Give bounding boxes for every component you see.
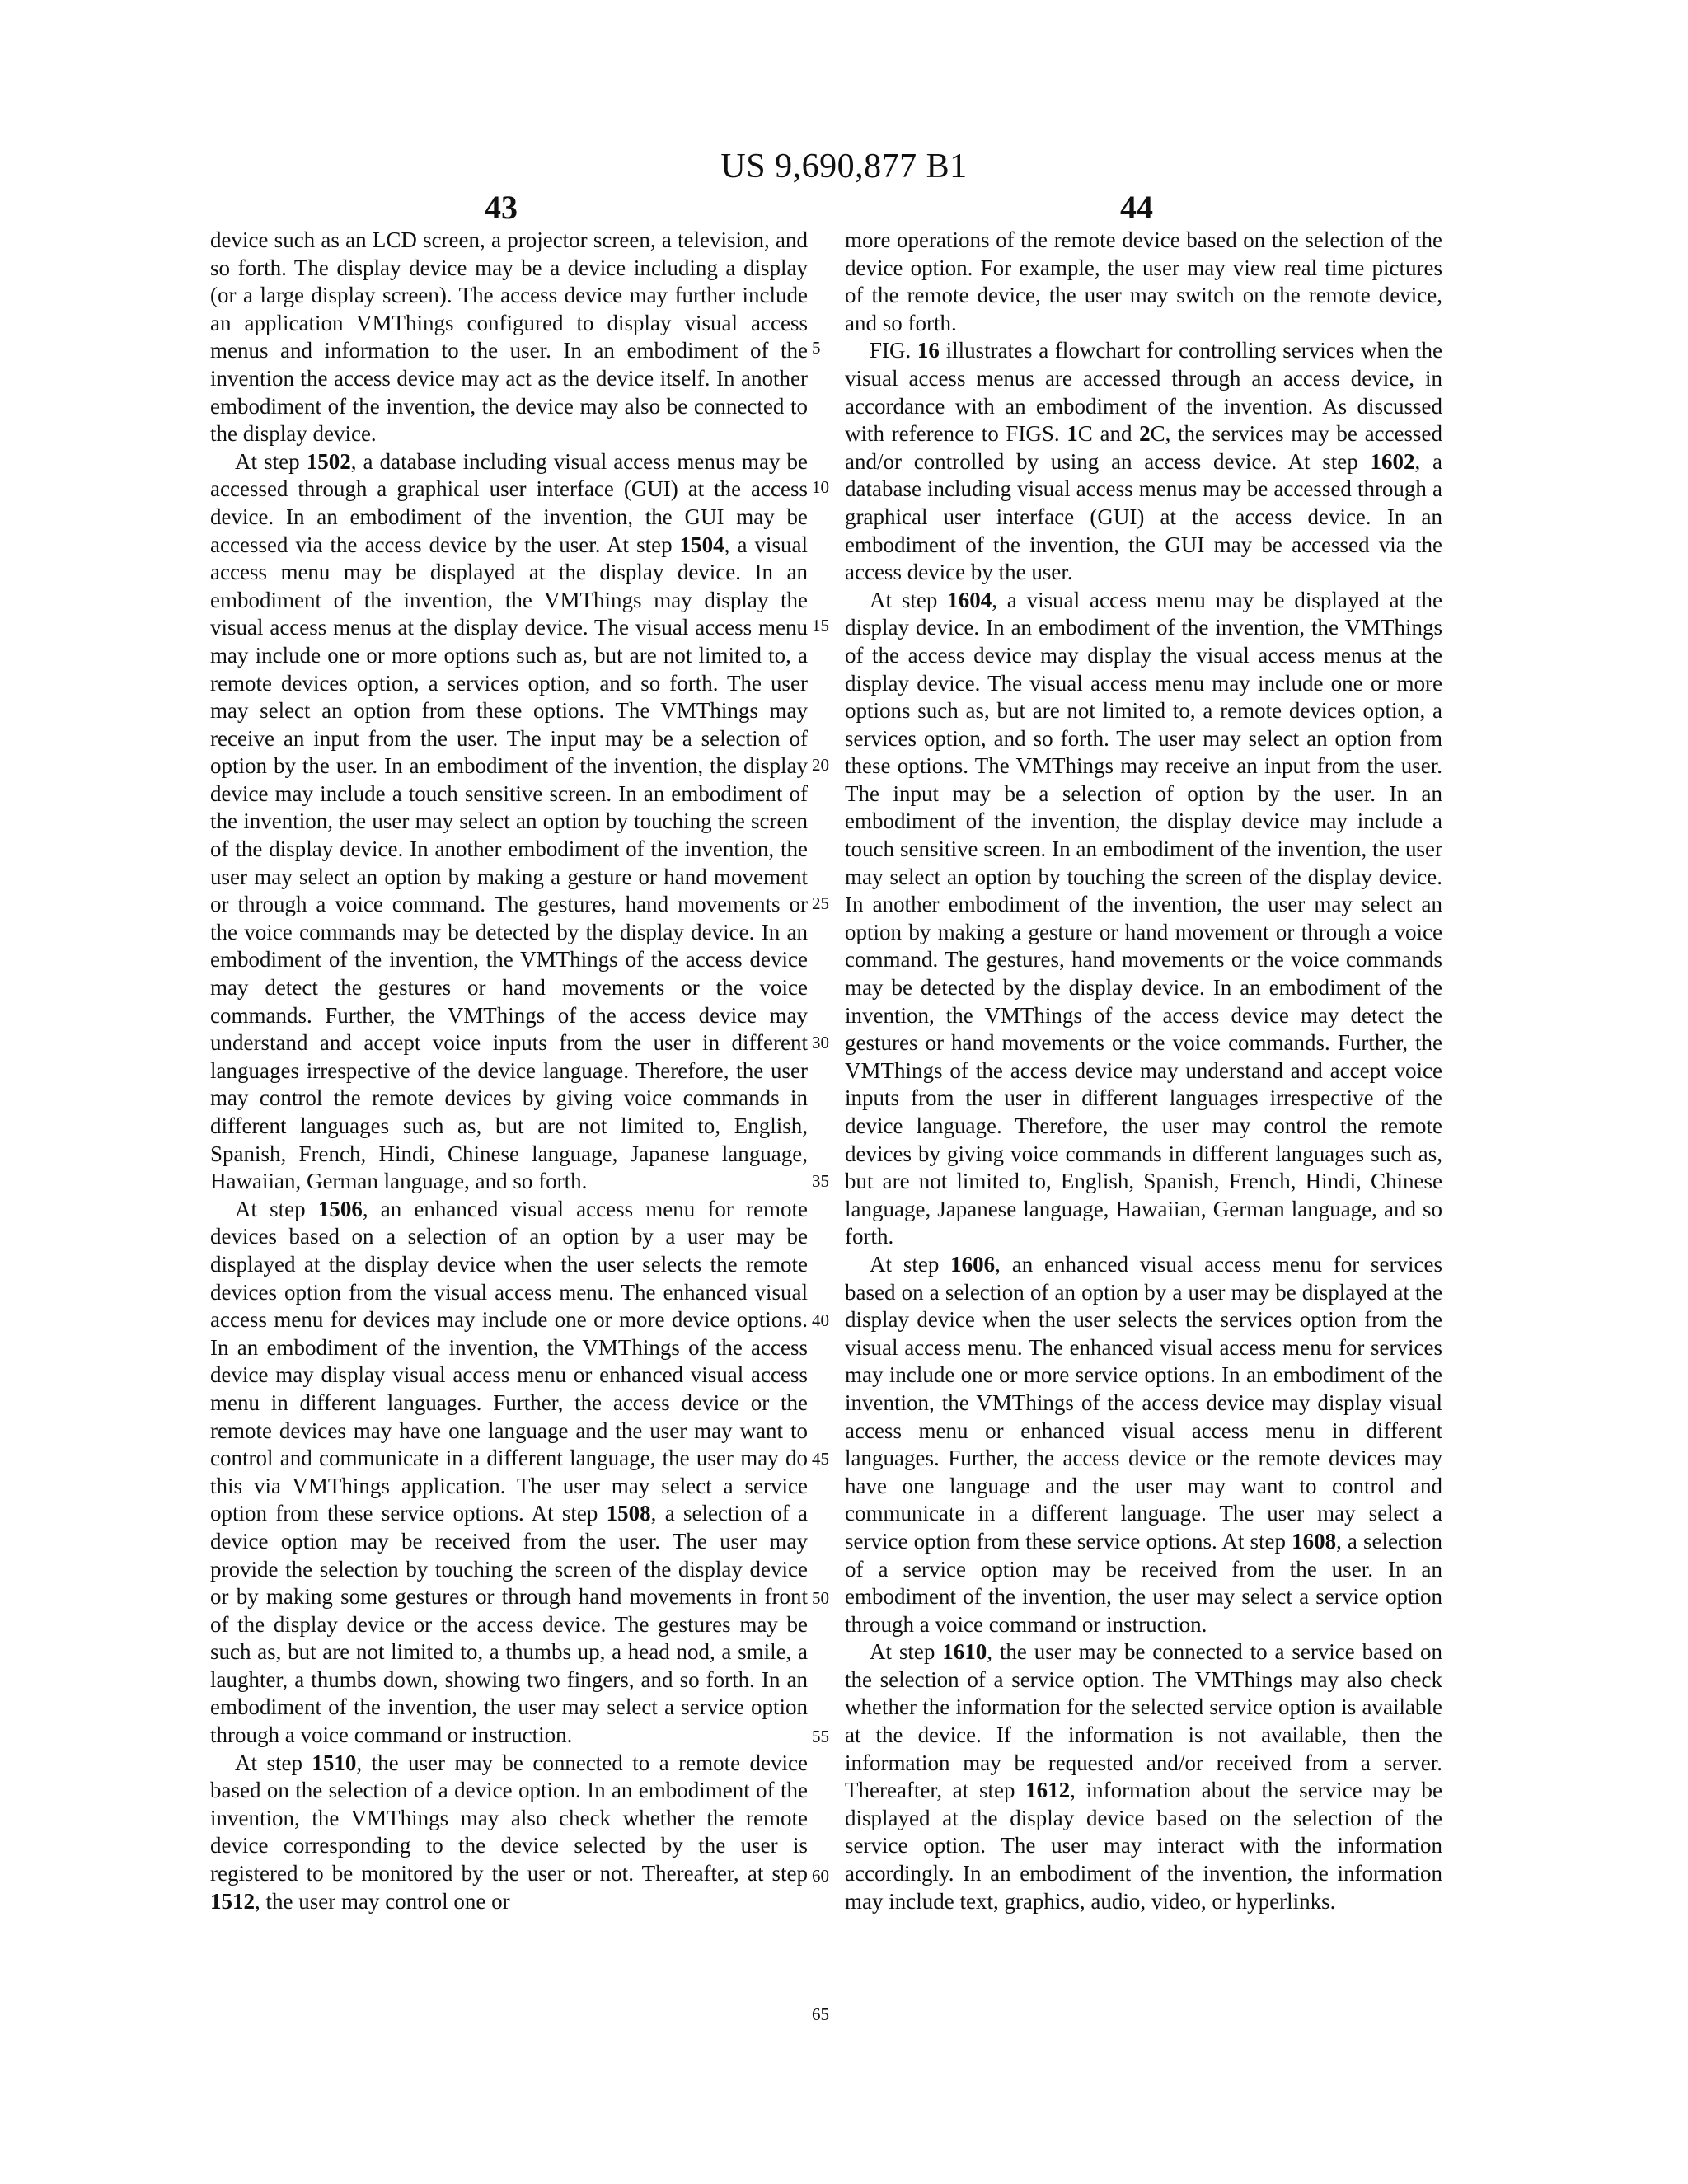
paragraph	[845, 227, 1442, 337]
text-segment: At step	[870, 1639, 943, 1665]
right-page-number: 44	[1120, 189, 1153, 226]
text-segment: , the user may control one or	[255, 1888, 510, 1914]
reference-number: 1604	[947, 587, 992, 612]
reference-number: 2	[1139, 421, 1151, 447]
line-number: 15	[812, 616, 829, 635]
text-segment: , an enhanced visual access menu for services based on a selection of an option by a user may be displayed at the display device when the user selects the services option from the visual access menu. The enhanced visual access menu for services may include one or more service options. In an embodiment of the invention, the VMThings of the access device may display visual access menu or enhanced visual access menu in different languages. Further, the access device or the remote devices may have one language and the user may want to control and communicate in a different language. The user may select a service option from these service options. At step	[845, 1251, 1442, 1554]
paragraph	[210, 1196, 808, 1750]
text-segment: , a database including visual access menus may be accessed through a graphical user interface (GUI) at the access device. In an embodiment of the invention, the GUI may be accessed via the access device by the user.	[845, 448, 1443, 585]
left-page-number: 43	[485, 189, 518, 226]
paragraph	[845, 587, 1442, 1251]
text-segment: illustrates a flowchart for controlling services when the visual access menus are accessed through an access device, in accordance with an embodiment of the invention. As discussed with reference to FIGS.	[845, 338, 1442, 447]
text-segment: , a visual access menu may be displayed at the display device. In an embodiment of the invention, the VMThings may display the visual access menus at the display device. The visual access menu may include one or more options such as, but are not limited to, a remote devices option, a services option, and so forth. The user may select an option from these options. The VMThings may receive an input from the user. The input may be a selection of option by the user. In an embodiment of the invention, the display device may include a touch sensitive screen. In an embodiment of the invention, the user may select an option by touching the screen of the display device. In another embodiment of the invention, the user may select an option by making a gesture or hand movement or through a voice command. The gestures, hand movements or the voice commands may be detected by the display device. In an embodiment of the invention, the VMThings of the access device may detect the gestures or hand movements or the voice commands. Further, the VMThings of the access device may understand and accept voice inputs from the user in different languages irrespective of the device language. Therefore, the user may control the remote devices by giving voice commands in different languages such as, but are not limited to, English, Spanish, French, Hindi, Chinese language, Japanese language, Hawaiian, German language, and so forth.	[210, 532, 808, 1194]
reference-number: 1508	[606, 1501, 651, 1526]
text-segment: more operations of the remote device based on the selection of the device option. For example, the user may view real time pictures of the remote device, the user may switch on the remote device, and so forth.	[845, 227, 1442, 335]
paragraph	[845, 337, 1442, 586]
text-segment: , a database including visual access menus may be accessed through a graphical user interface (GUI) at the access device. In an embodiment of the invention, the GUI may be accessed via the access device by the user. At step	[210, 448, 808, 557]
paragraph	[845, 1638, 1442, 1915]
paragraph	[845, 1251, 1442, 1638]
text-segment: At step	[235, 1750, 312, 1775]
text-segment: , the user may be connected to a remote device based on the selection of a device option. In an embodiment of the invention, the VMThings may also check whether the remote device corresponding to the device selected by the user is registered to be monitored by the user or not. Thereafter, at step	[210, 1750, 808, 1886]
paragraph	[210, 1750, 808, 1916]
reference-number: 1608	[1292, 1528, 1337, 1554]
text-segment: , an enhanced visual access menu for remote devices based on a selection of an option by a user may be displayed at the display device when the user selects the remote devices option from the visual access menu. The enhanced visual access menu for devices may include one or more device options. In an embodiment of the invention, the VMThings of the access device may display visual access menu or enhanced visual access menu in different languages. Further, the access device or the remote devices may have one language and the user may want to control and communicate in a different language, the user may do this via VMThings application. The user may select a service option from these service options. At step	[210, 1196, 809, 1526]
paragraph	[210, 227, 808, 448]
reference-number: 1502	[306, 448, 351, 474]
line-number: 25	[812, 893, 829, 913]
line-number: 20	[812, 754, 829, 775]
reference-number: 1510	[312, 1750, 357, 1775]
line-number: 65	[812, 2004, 829, 2024]
text-segment: C and	[1077, 421, 1140, 447]
reference-number: 1512	[210, 1888, 255, 1914]
text-segment: FIG.	[870, 338, 917, 363]
line-number: 35	[812, 1171, 829, 1191]
text-segment: , information about the service may be displayed at the display device based on the selection of the service option. The user may interact with the information accordingly. In an embodiment of the invention, the information may include text, graphics, audio, video, or hyperlinks.	[845, 1778, 1442, 1914]
reference-number: 16	[917, 338, 940, 363]
line-number: 5	[812, 338, 821, 358]
line-number: 30	[812, 1032, 829, 1052]
line-number: 60	[812, 1865, 829, 1886]
text-segment: C, the services may be accessed and/or controlled by using an access device. At step	[845, 421, 1442, 474]
line-number: 55	[812, 1727, 829, 1746]
line-number: 10	[812, 476, 829, 497]
text-segment: , the user may be connected to a service based on the selection of a service option. The VMThings may also check whether the information for the selected service option is available at the device. If the information is not available, then the information may be requested and/or received from a server. Thereafter, at step	[845, 1639, 1442, 1803]
reference-number: 1606	[950, 1251, 996, 1277]
reference-number: 1506	[317, 1196, 363, 1221]
line-number: 45	[812, 1449, 829, 1469]
line-number: 50	[812, 1587, 829, 1608]
right-column	[845, 227, 1442, 1915]
reference-number: 1504	[679, 532, 724, 557]
line-number: 40	[812, 1310, 829, 1330]
text-segment: device such as an LCD screen, a projector screen, a television, and so forth. The display device may be a device including a display (or a large display screen). The access device may further include an application VMThings configured to display visual access menus and information to the user. In an embodiment of the invention the access device may act as the device itself. In another embodiment of the invention, the device may also be connected to the display device.	[210, 227, 808, 447]
line-numbers	[812, 0, 837, 2184]
reference-number: 1610	[942, 1639, 987, 1665]
reference-number: 1602	[1370, 448, 1415, 474]
text-segment: At step	[235, 448, 307, 474]
text-segment: At step	[235, 1196, 318, 1221]
paragraph	[210, 448, 808, 1196]
reference-number: 1612	[1025, 1778, 1071, 1803]
patent-number: US 9,690,877 B1	[720, 148, 968, 185]
text-segment: , a selection of a service option may be received from the user. In an embodiment of the invention, the user may select a service option through a voice command or instruction.	[845, 1528, 1442, 1637]
text-segment: , a selection of a device option may be received from the user. The user may provide the selection by touching the screen of the display device or by making some gestures or through hand movements in front of the display device or the access device. The gestures may be such as, but are not limited to, a thumbs up, a head nod, a smile, a laughter, a thumbs down, showing two fingers, and so forth. In an embodiment of the invention, the user may select a service option through a voice command or instruction.	[210, 1501, 808, 1748]
text-segment: At step	[870, 1251, 951, 1277]
text-segment: , a visual access menu may be displayed at the display device. In an embodiment of the invention, the VMThings of the access device may display the visual access menus at the display device. The visual access menu may include one or more options such as, but are not limited to, a remote devices option, a services option, and so forth. The user may select an option from these options. The VMThings may receive an input from the user. The input may be a selection of option by the user. In an embodiment of the invention, the display device may include a touch sensitive screen. In an embodiment of the invention, the user may select an option by touching the screen of the display device. In another embodiment of the invention, the user may select an option by making a gesture or hand movement or through a voice command. The gestures, hand movements or the voice commands may be detected by the display device. In an embodiment of the invention, the VMThings of the access device may detect the gestures or hand movements or the voice commands. Further, the VMThings of the access device may understand and accept voice inputs from the user in different languages irrespective of the device language. Therefore, the user may control the remote devices by giving voice commands in different languages such as, but are not limited to, English, Spanish, French, Hindi, Chinese language, Japanese language, Hawaiian, German language, and so forth.	[845, 587, 1442, 1249]
left-column	[210, 227, 808, 1915]
text-segment: At step	[870, 587, 948, 612]
reference-number: 1	[1067, 421, 1078, 447]
